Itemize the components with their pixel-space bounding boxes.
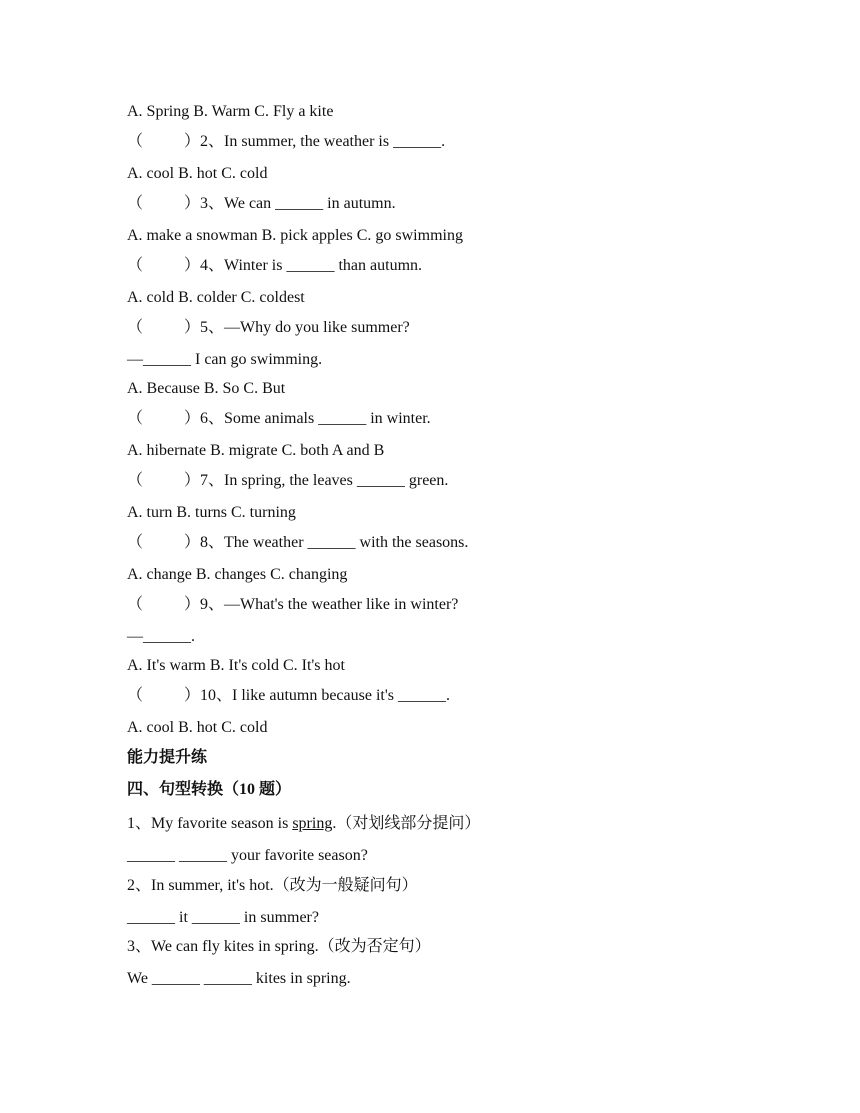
question-8 [127,533,468,553]
question-9 [127,595,458,615]
q8-options: A. change B. changes C. changing [127,566,348,583]
q4-options: A. cold B. colder C. coldest [127,289,305,306]
q6-options: A. hibernate B. migrate C. both A and B [127,442,385,459]
answer-paren-open: （ [127,472,144,489]
question-text: 10、I like autumn because it's ______. [200,687,450,704]
answer-paren-close: ） [184,195,201,212]
question-7 [127,471,448,491]
answer-paren-close: ） [184,472,201,489]
transform-answer-1: ______ ______ your favorite season? [127,847,368,864]
q5-options: A. Because B. So C. But [127,380,286,397]
answer-paren-close: ） [184,596,201,613]
question-text: 9、—What's the weather like in winter? [200,596,459,613]
answer-paren-open: （ [127,410,144,427]
t1-suffix: .（对划线部分提问） [332,815,481,832]
t1-underlined-word: spring [292,815,333,832]
answer-paren-open: （ [127,257,144,274]
question-text: 5、—Why do you like summer? [200,319,410,336]
transform-question-3: 3、We can fly kites in spring.（改为否定句） [127,938,431,955]
q3-options: A. make a snowman B. pick apples C. go swimming [127,227,463,244]
answer-paren-close: ） [184,687,201,704]
q5-dialogue-answer: —______ I can go swimming. [127,351,323,368]
q10-options: A. cool B. hot C. cold [127,719,268,736]
q9-options: A. It's warm B. It's cold C. It's hot [127,657,345,674]
answer-paren-close: ） [184,257,201,274]
answer-paren-open: （ [127,319,144,336]
question-text: 8、The weather ______ with the seasons. [200,534,469,551]
transform-question-2: 2、In summer, it's hot.（改为一般疑问句） [127,877,418,894]
question-5 [127,318,410,338]
question-3 [127,194,396,214]
question-6 [127,409,431,429]
section-heading-four: 四、句型转换（10 题） [127,781,292,798]
transform-question-1 [127,814,480,834]
transform-answer-3: We ______ ______ kites in spring. [127,970,351,987]
answer-paren-open: （ [127,596,144,613]
t1-prefix: 1、My favorite season is [127,815,293,832]
question-2 [127,132,445,152]
answer-paren-open: （ [127,534,144,551]
question-text: 6、Some animals ______ in winter. [200,410,431,427]
answer-paren-close: ） [184,410,201,427]
question-text: 7、In spring, the leaves ______ green. [200,472,449,489]
answer-paren-close: ） [184,319,201,336]
q2-options: A. cool B. hot C. cold [127,165,268,182]
q9-dialogue-answer: —______. [127,628,195,645]
answer-paren-close: ） [184,534,201,551]
question-text: 4、Winter is ______ than autumn. [200,257,423,274]
q7-options: A. turn B. turns C. turning [127,504,296,521]
q1-options: A. Spring B. Warm C. Fly a kite [127,103,334,120]
answer-paren-close: ） [184,133,201,150]
answer-paren-open: （ [127,195,144,212]
transform-answer-2: ______ it ______ in summer? [127,909,319,926]
answer-paren-open: （ [127,133,144,150]
section-heading-ability: 能力提升练 [127,749,208,766]
answer-paren-open: （ [127,687,144,704]
question-text: 3、We can ______ in autumn. [200,195,396,212]
question-10 [127,686,450,706]
question-4 [127,256,422,276]
question-text: 2、In summer, the weather is ______. [200,133,446,150]
